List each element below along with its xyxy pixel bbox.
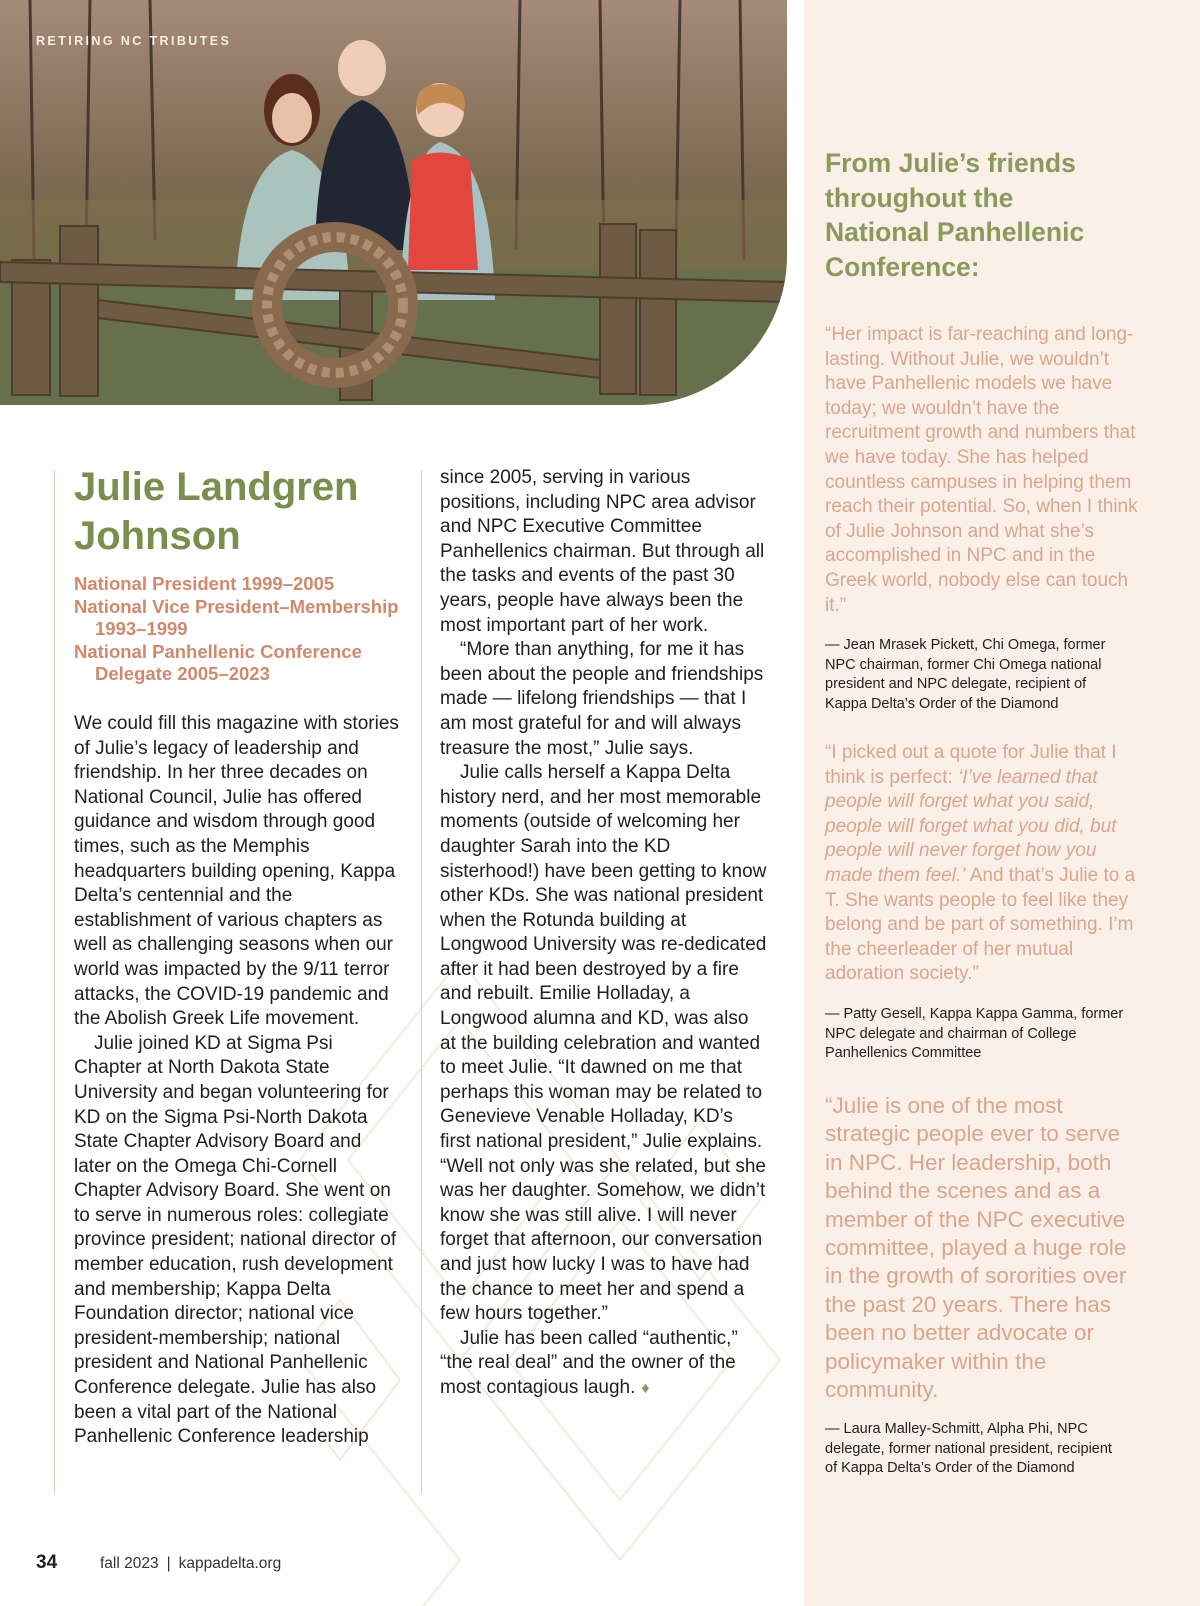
quote-text-post: And that’s Julie to a T. She wants people to feel like they belong and be part of something. I’m the cheerleader of her mutual adoration society.” bbox=[825, 864, 1136, 985]
role-item: National Panhellenic Conference Delegate 2005–2023 bbox=[74, 640, 362, 684]
final-paragraph bbox=[440, 1327, 768, 1402]
footer-line bbox=[100, 1555, 281, 1573]
role-item: National President 1999–2005 bbox=[74, 573, 335, 594]
sidebar-heading bbox=[825, 146, 1125, 284]
page-number: 34 bbox=[36, 1552, 58, 1573]
section-tag: RETIRING NC TRIBUTES bbox=[36, 34, 232, 48]
paragraph: Julie calls herself a Kappa Delta history nerd, and her most memorable moments (outside of welcoming her daughter Sarah into the KD sisterhood!) have been getting to know other KDs. She was national president when the Rotunda building at Longwood University was re-dedicated after it had been destroyed by a fire and rebuilt. Emilie Holladay, a Longwood alumna and KD, was also at the building celebration and wanted to meet Julie. “It dawned on me that perhaps this woman may be related to Genevieve Venable Holladay, KD’s first national president,” Julie explains. “Well not only was she related, but she was her daughter. Somehow, we didn’t know she was still alive. I will never forget that afternoon, our conversation and just how lucky I was to have had the chance to meet her and spend a few hours together.” bbox=[440, 762, 767, 1325]
title-line-2: Johnson bbox=[74, 514, 241, 558]
website-label: kappadelta.org bbox=[178, 1555, 282, 1572]
pull-quote-1 bbox=[825, 323, 1140, 618]
quote-text-italic: ‘I’ve learned that people will forget what you said, people will forget what you did, but people will never forget how you made them feel.’ bbox=[825, 766, 1117, 886]
paragraph-text: Julie has been called “authentic,” “the real deal” and the owner of the most contagious laugh. bbox=[440, 1327, 738, 1398]
footer-separator: | bbox=[166, 1555, 171, 1572]
family-photo-icon bbox=[0, 0, 787, 405]
pull-quote-2 bbox=[825, 741, 1140, 987]
quote-attribution-3: — Laura Malley-Schmitt, Alpha Phi, NPC delegate, former national president, recipient of Kappa Delta’s Order of the Diamond bbox=[825, 1421, 1112, 1476]
quote-attribution-2: — Patty Gesell, Kappa Kappa Gamma, former NPC delegate and chairman of College Panhellenics Committee bbox=[825, 1006, 1124, 1061]
article-column-2 bbox=[440, 466, 768, 1402]
column-divider bbox=[54, 470, 55, 1494]
end-diamond-icon: ♦ bbox=[641, 1379, 650, 1397]
heading-line: Conference: bbox=[825, 251, 980, 282]
quote-attribution-1: — Jean Mrasek Pickett, Chi Omega, former NPC chairman, former Chi Omega national president and NPC delegate, recipient of Kappa Delta’s Order of the Diamond bbox=[825, 637, 1106, 712]
quote-text-pre: “I picked out a quote for Julie that I think is perfect: bbox=[825, 742, 1117, 788]
quote-text bbox=[825, 741, 1140, 987]
article-title bbox=[74, 463, 414, 561]
role-item: National Vice President–Membership 1993–1999 bbox=[74, 595, 399, 639]
paragraph: We could fill this magazine with stories of Julie’s legacy of leadership and friendship. In her three decades on National Council, Julie has offered guidance and wisdom through good times, such as the Memphis headquarters building opening, Kappa Delta’s centennial and the establishment of various chapters as well as challenging seasons when our world was impacted by the 9/11 terror attacks, the COVID-19 pandemic and the Abolish Greek Life movement. bbox=[74, 713, 399, 1030]
article-column-1 bbox=[74, 712, 400, 1450]
roles-list bbox=[74, 573, 419, 686]
paragraph: “More than anything, for me it has been about the people and friendships made — lifelong friendships — that I am most grateful for and will always treasure the most,” Julie says. bbox=[440, 639, 764, 759]
paragraph: since 2005, serving in various positions, including NPC area advisor and NPC Executive Committee Panhellenics chairman. But through all the tasks and events of the past 30 years, people have always been the most important part of her work. bbox=[440, 467, 765, 636]
title-line-1: Julie Landgren bbox=[74, 465, 359, 509]
column-divider bbox=[421, 470, 422, 1494]
heading-line: National Panhellenic bbox=[825, 217, 1085, 247]
quote-text: “Julie is one of the most strategic people ever to serve in NPC. Her leadership, both behind the scenes and as a member of the NPC executive committee, played a huge role in the growth of sororities over the past 20 years. There has been no better advocate or policymaker within the community. bbox=[825, 1093, 1127, 1403]
paragraph: Julie joined KD at Sigma Psi Chapter at North Dakota State University and began volunteering for KD on the Sigma Psi-North Dakota State Chapter Advisory Board and later on the Omega Chi-Cornell Chapter Advisory Board. She went on to serve in numerous roles: collegiate province president; national director of member education, rush development and membership; Kappa Delta Foundation director; national vice president-membership; national president and National Panhellenic Conference delegate. Julie has also been a vital part of the National Panhellenic Conference leadership bbox=[74, 1032, 397, 1448]
pull-quote-3 bbox=[825, 1092, 1140, 1404]
family-photo bbox=[0, 0, 787, 405]
heading-line: throughout the bbox=[825, 182, 1014, 213]
issue-label: fall 2023 bbox=[100, 1555, 159, 1572]
quote-text: “Her impact is far-reaching and long-lasting. Without Julie, we wouldn’t have Panhellenic models we have today; we wouldn’t have the recruitment growth and numbers that we have today. She has helped countless campuses in helping them reach their potential. So, when I think of Julie Johnson and what she’s accomplished in NPC and in the Greek world, nobody else can touch it.” bbox=[825, 324, 1138, 616]
heading-line: From Julie’s friends bbox=[825, 148, 1076, 178]
